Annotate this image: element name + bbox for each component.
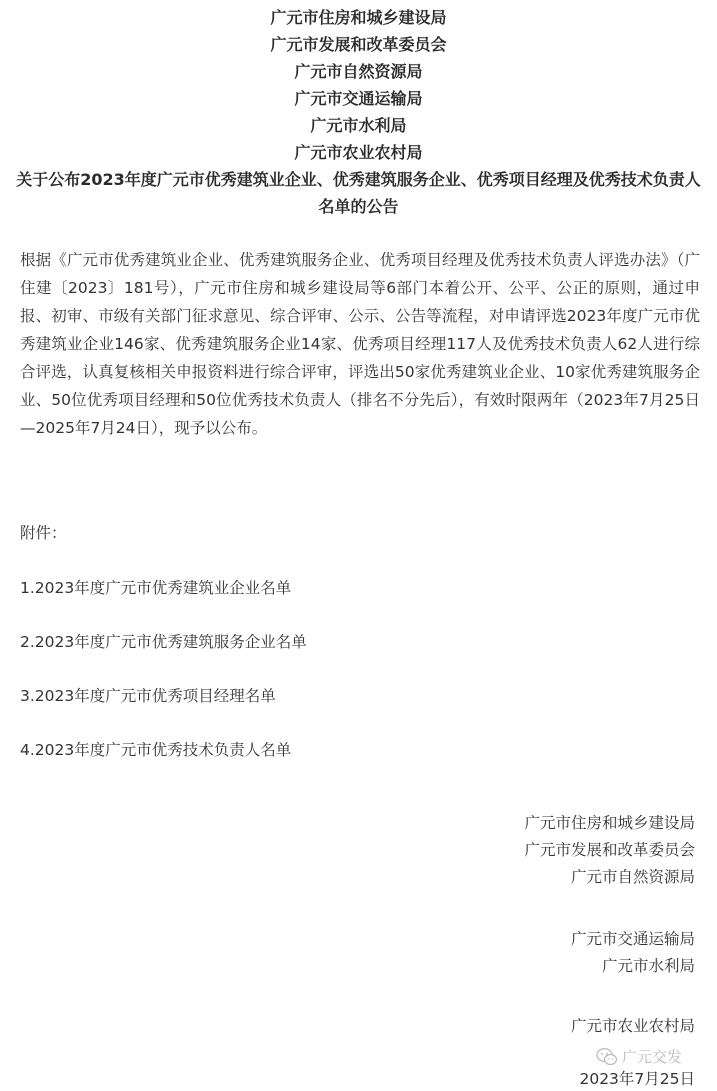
signer-name: 广元市住房和城乡建设局: [524, 814, 695, 832]
issuer-line: 广元市交通运输局: [294, 89, 423, 108]
attachment-item: 2.2023年度广元市优秀建筑服务企业名单: [20, 633, 307, 651]
document-title: 关于公布2023年度广元市优秀建筑业企业、优秀建筑服务企业、优秀项目经理及优秀技术负责人名单的公告: [16, 170, 701, 216]
signature-group: [571, 1013, 695, 1040]
issuer-line: 广元市发展和改革委员会: [270, 35, 447, 54]
issuer-line: 广元市自然资源局: [294, 62, 423, 81]
issuer-line: 广元市农业农村局: [294, 143, 423, 162]
wechat-icon: [596, 1047, 618, 1067]
attachment-item: 4.2023年度广元市优秀技术负责人名单: [20, 741, 292, 759]
attachment-list: [20, 576, 700, 792]
document-date: 2023年7月25日: [579, 1070, 695, 1088]
signer-name: 广元市自然资源局: [570, 868, 695, 886]
signer-name: 广元市农业农村局: [570, 1017, 695, 1035]
signer-name: 广元市发展和改革委员会: [524, 841, 695, 859]
signer-name: 广元市交通运输局: [570, 930, 695, 948]
issuer-line: 广元市住房和城乡建设局: [270, 8, 447, 27]
body-paragraph: 根据《广元市优秀建筑业企业、优秀建筑服务企业、优秀项目经理及优秀技术负责人评选办法》（广住建〔2023〕181号），广元市住房和城乡建设局等6部门本着公开、公平、公正的原则，通过申报、初审、市级有关部门征求意见、综合评审、公示、公告等流程，对申请评选2023年度广元市优秀建筑业企业146家、优秀建筑服务企业14家、优秀项目经理117人及优秀技术负责人62人进行综合评选，认真复核相关申报资料进行综合评审，评选出50家优秀建筑业企业、10家优秀建筑服务企业、50位优秀项目经理和50位优秀技术负责人（排名不分先后），有效时限两年（2023年7月25日—2025年7月24日），现予以公布。: [20, 251, 700, 437]
watermark-text: 广元交发: [622, 1048, 683, 1066]
watermark: [596, 1047, 682, 1067]
issuer-block: [0, 4, 717, 166]
issuer-line: 广元市水利局: [310, 116, 407, 135]
signature-group: [571, 926, 695, 980]
attachments-label: 附件：: [20, 524, 67, 542]
attachment-item: 3.2023年度广元市优秀项目经理名单: [20, 687, 276, 705]
signer-name: 广元市水利局: [601, 957, 695, 975]
signature-group: [524, 810, 695, 891]
attachment-item: 1.2023年度广元市优秀建筑业企业名单: [20, 579, 292, 597]
